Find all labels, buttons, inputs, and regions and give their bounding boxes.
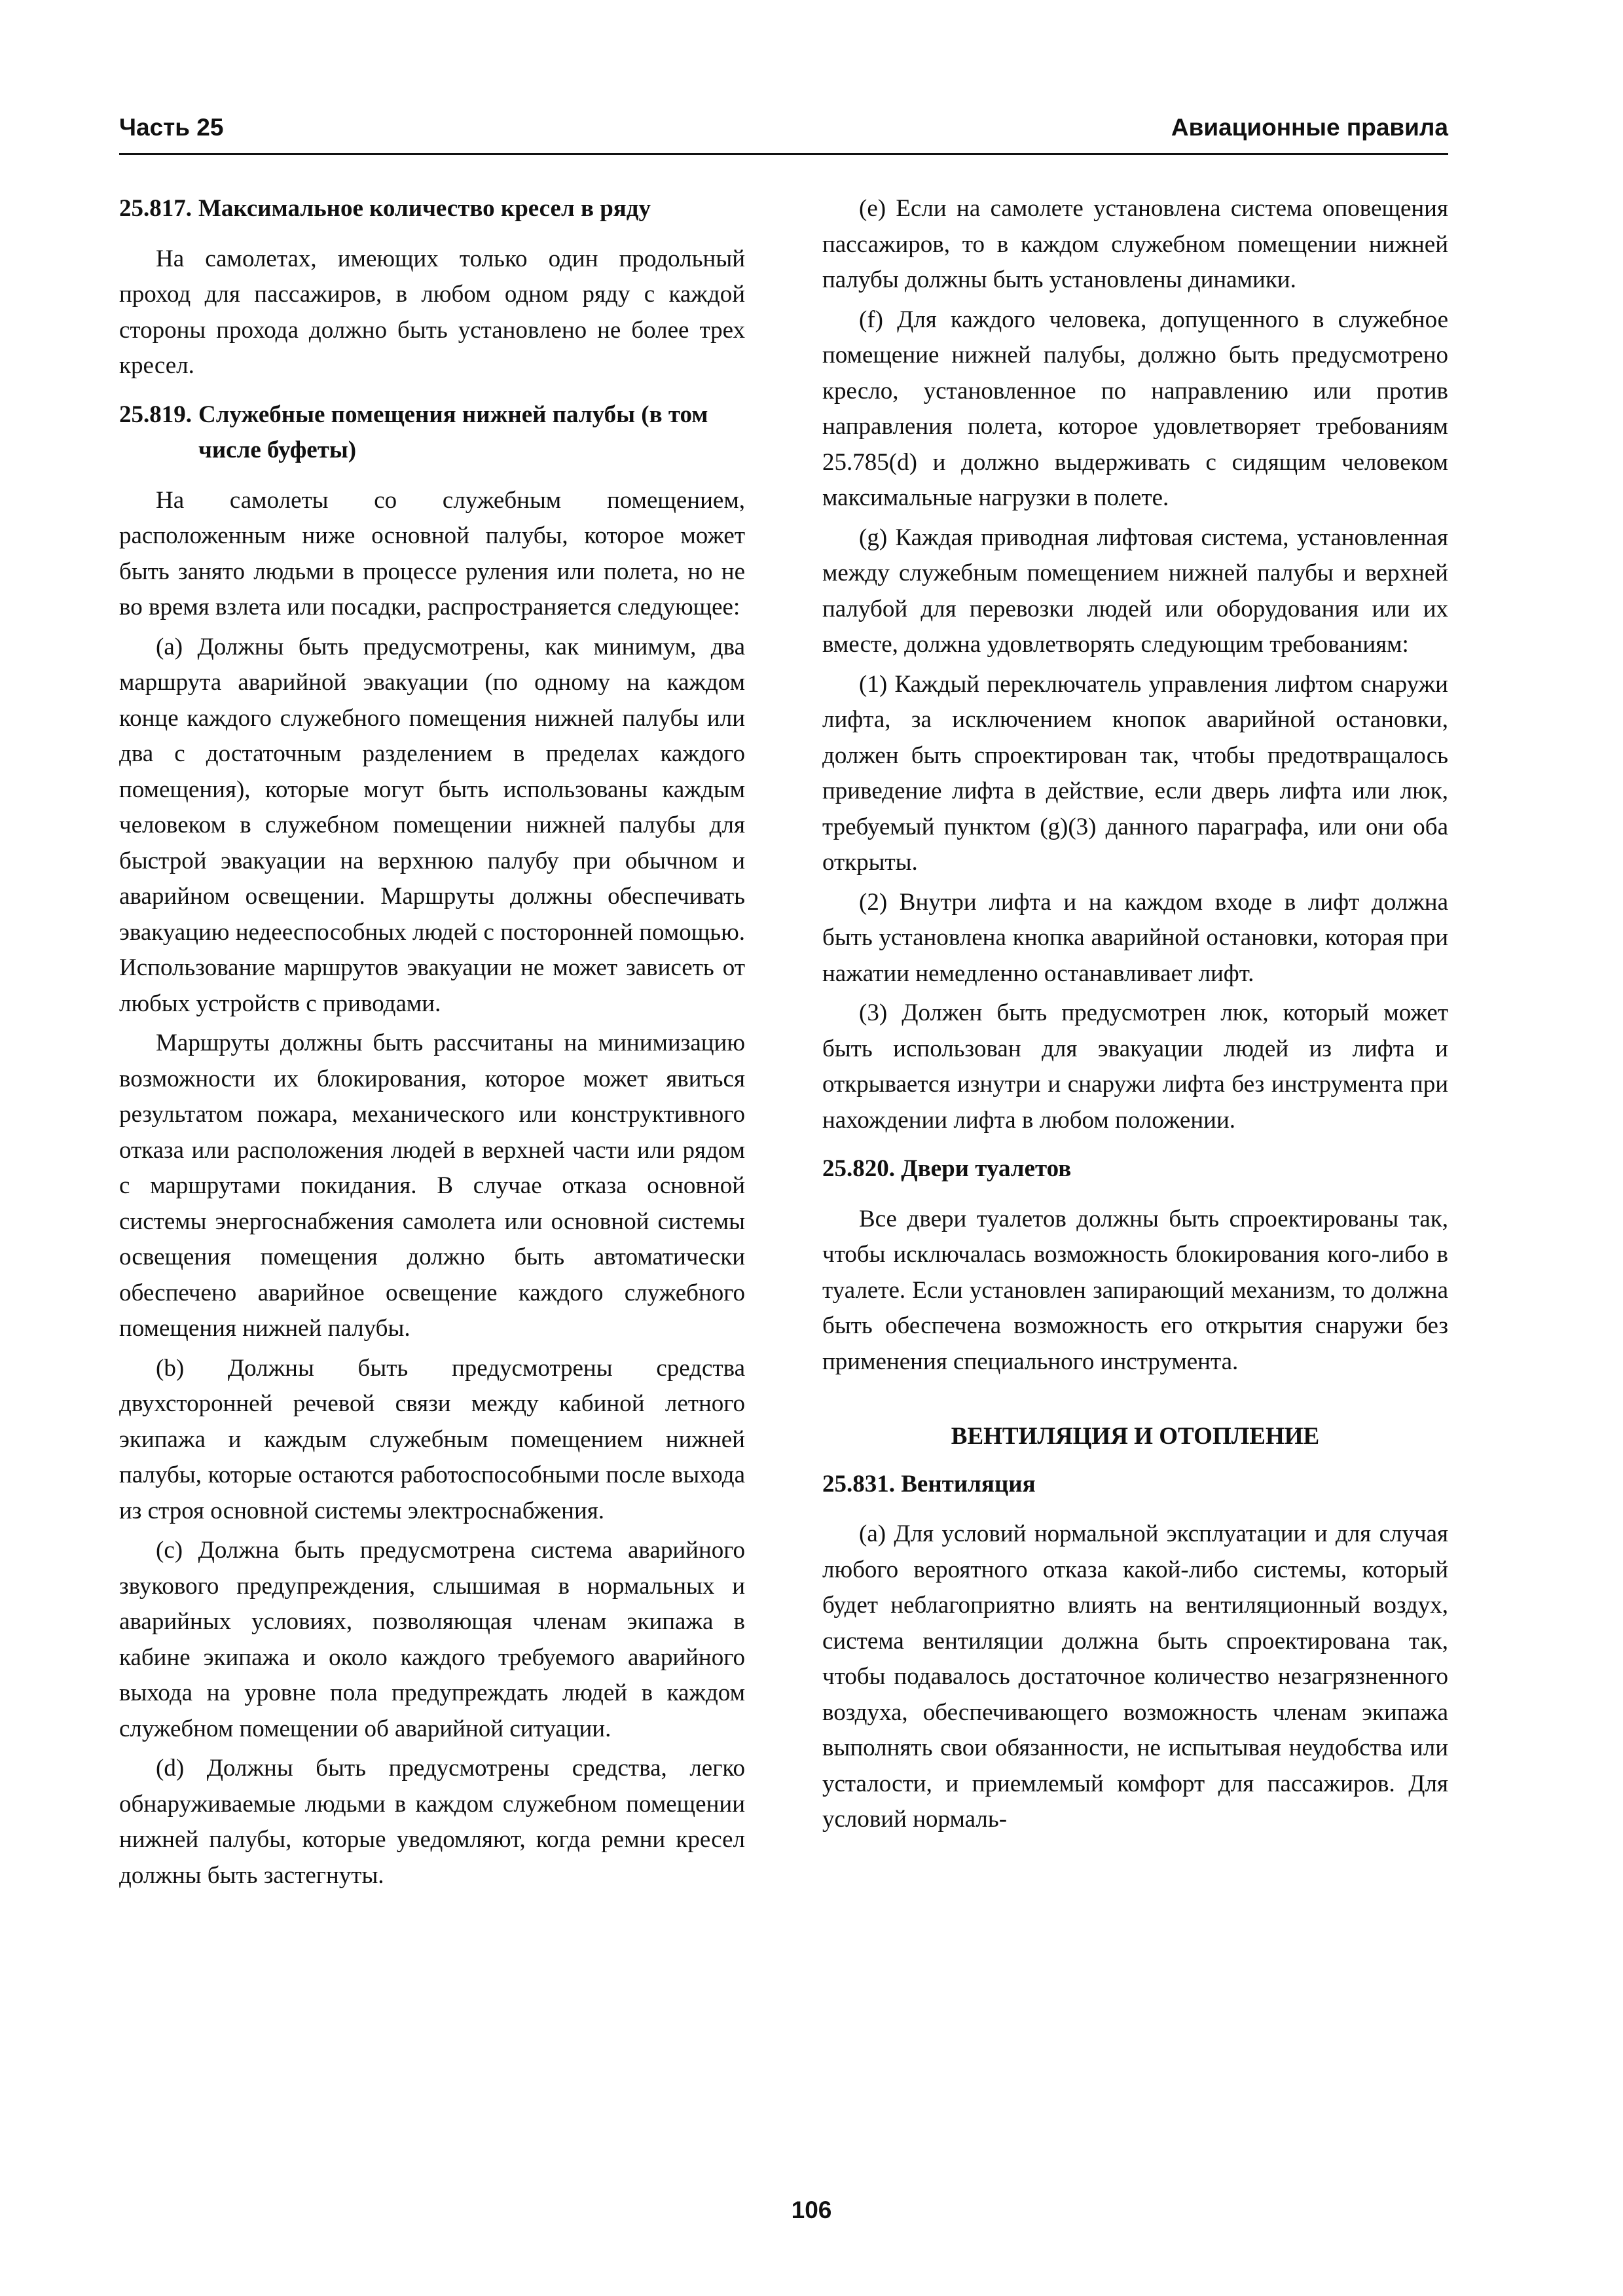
section-819-item-g1: (1) Каждый переключатель управления лифтом снаружи лифта, за исключением кнопок аварийной остановки, должен быть спроектирован так, чтобы предотвращалось приведение лифта в действие, если дверь лифта или люк, требуемый пунктом (g)(3) данного параграфа, или они оба открыты. xyxy=(822,670,1448,876)
section-817-paragraph: На самолетах, имеющих только один продольный проход для пассажиров, в любом одном ряду с каждой стороны прохода должно быть установлено не более трех кресел. xyxy=(119,245,745,379)
chapter-heading: ВЕНТИЛЯЦИЯ И ОТОПЛЕНИЕ xyxy=(951,1423,1320,1450)
header-part-label: Часть 25 xyxy=(119,114,224,141)
left-column xyxy=(119,191,745,1897)
section-819-item-b: (b) Должны быть предусмотрены средства двухсторонней речевой связи между кабиной летного экипажа и каждым служебным помещением нижней палубы, которые остаются работоспособными после выхода из строя основной системы электроснабжения. xyxy=(119,1354,745,1524)
section-831-number: 25.831. xyxy=(822,1470,895,1498)
page-header xyxy=(119,110,1448,155)
section-819-number: 25.819. xyxy=(119,401,192,428)
section-820-heading xyxy=(822,1151,1448,1187)
section-817-number: 25.817. xyxy=(119,195,192,222)
section-819-item-g3: (3) Должен быть предусмотрен люк, который может быть использован для эвакуации людей из лифта и открывается изнутри и снаружи лифта без инструмента при нахождении лифта в любом положении. xyxy=(822,999,1448,1134)
section-819-item-f: (f) Для каждого человека, допущенного в служебное помещение нижней палубы, должно быть предусмотрено кресло, установленное по направлению или против направления полета, которое удовлетворяет требованиям 25.785(d) и должно выдерживать с сидящим человеком максимальные нагрузки в полете. xyxy=(822,306,1448,511)
section-831-title: Вентиляция xyxy=(901,1470,1036,1498)
section-819-heading xyxy=(119,397,745,469)
section-819-item-d: (d) Должны быть предусмотрены средства, легко обнаруживаемые людьми в каждом служебном помещении нижней палубы, которые уведомляют, когда ремни кресел должны быть застегнуты. xyxy=(119,1755,745,1889)
header-document-title: Авиационные правила xyxy=(1171,114,1448,141)
section-820-paragraph: Все двери туалетов должны быть спроектированы так, чтобы исключалась возможность блокирования кого-либо в туалете. Если установлен запирающий механизм, то должна быть обеспечена возможность его открытия снаружи без применения специального инструмента. xyxy=(822,1205,1448,1375)
section-spacer xyxy=(119,388,745,397)
section-819-item-c: (c) Должна быть предусмотрена система аварийного звукового предупреждения, слышимая в нормальных и аварийных условиях, позволяющая членам экипажа в кабине экипажа и около каждого требуемого аварийного выхода на уровне пола предупреждать людей в каждом служебном помещении об аварийной ситуации. xyxy=(119,1537,745,1742)
section-819-title: Служебные помещения нижней палубы (в том числе буфеты) xyxy=(198,401,708,463)
right-column xyxy=(822,191,1448,1842)
section-831-item-a: (a) Для условий нормальной эксплуатации и для случая любого вероятного отказа какой-либо системы, который будет неблагоприятно влиять на вентиляционный воздух, система вентиляции должна быть спроектирована так, чтобы подавалось достаточное количество незагрязненного воздуха, обеспечивающего возможность членам экипажа выполнять свои обязанности, не испытывая неудобства или усталости, и приемлемый комфорт для пассажиров. Для условий нормаль- xyxy=(822,1520,1448,1833)
section-spacer xyxy=(822,1142,1448,1151)
section-831-heading xyxy=(822,1467,1448,1503)
section-819-item-a: (a) Должны быть предусмотрены, как минимум, два маршрута аварийной эвакуации (по одному на каждом конце каждого служебного помещения нижней палубы или два с достаточным разделением в пределах каждого помещения), которые могут быть использованы каждым человеком в служебном помещении нижней палубы для быстрой эвакуации на верхнюю палубу при обычном и аварийном освещении. Маршруты должны обеспечивать эвакуацию недееспособных людей с посторонней помощью. Использование маршрутов эвакуации не может зависеть от любых устройств с приводами. xyxy=(119,633,745,1017)
section-820-number: 25.820. xyxy=(822,1155,895,1182)
section-819-item-g: (g) Каждая приводная лифтовая система, установленная между служебным помещением нижней палубы и верхней палубой для перевозки людей или оборудования или их вместе, должна удовлетворять следующим требованиям: xyxy=(822,524,1448,658)
section-820-title: Двери туалетов xyxy=(901,1155,1072,1182)
section-817-heading xyxy=(119,191,745,227)
section-817-title: Максимальное количество кресел в ряду xyxy=(198,195,651,222)
page-number: 106 xyxy=(791,2197,832,2223)
section-819-item-e: (e) Если на самолете установлена система оповещения пассажиров, то в каждом служебном помещении нижней палубы должны быть установлены динамики. xyxy=(822,195,1448,293)
section-819-item-a-continued: Маршруты должны быть рассчитаны на минимизацию возможности их блокирования, которое может явиться результатом пожара, механического или конструктивного отказа или расположения людей в верхней части или рядом с маршрутами покидания. В случае отказа основной системы энергоснабжения самолета или основной системы освещения помещения должно быть автоматически обеспечено аварийное освещение каждого служебного помещения нижней палубы. xyxy=(119,1030,745,1342)
section-819-intro: На самолеты со служебным помещением, расположенным ниже основной палубы, которое может быть занято людьми в процессе руления или полета, но не во время взлета или посадки, распространяется следующее: xyxy=(119,486,745,620)
section-819-item-g2: (2) Внутри лифта и на каждом входе в лифт должна быть установлена кнопка аварийной остановки, которая при нажатии немедленно останавливает лифт. xyxy=(822,888,1448,987)
